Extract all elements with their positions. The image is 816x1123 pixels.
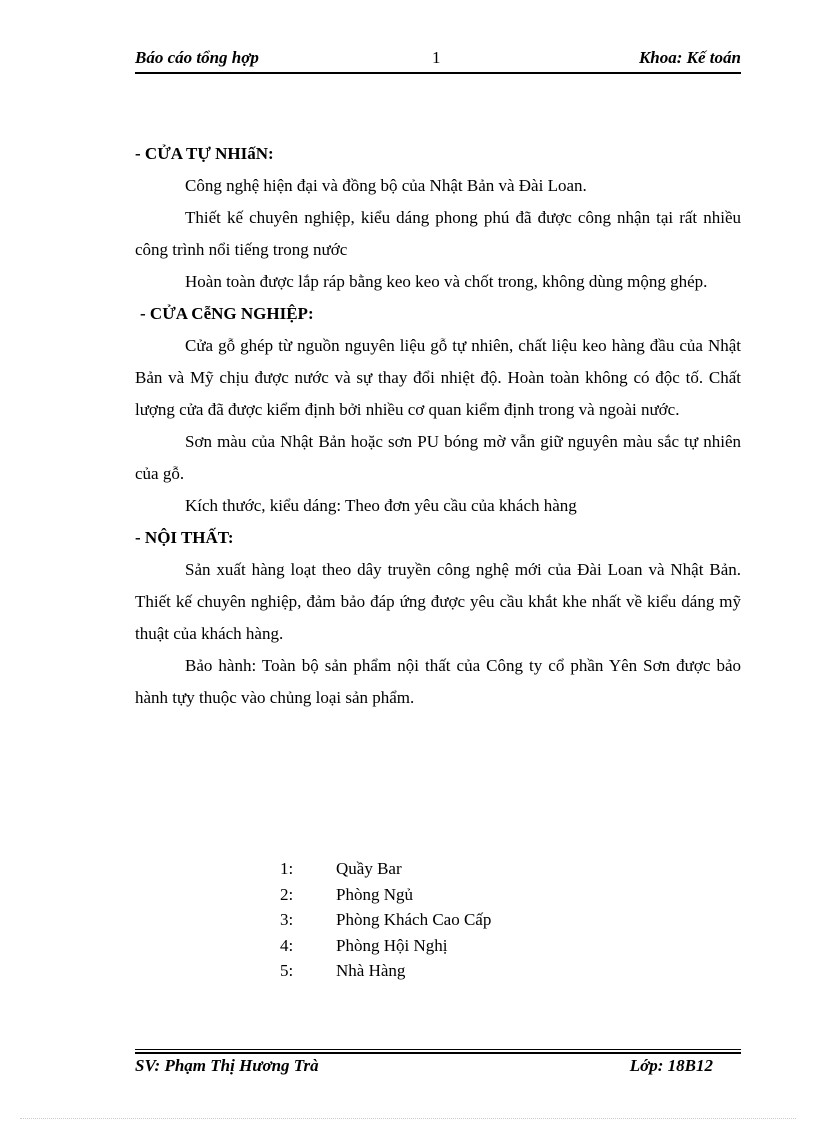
list-item-label: Phòng Hội Nghị — [336, 935, 448, 955]
list-item — [280, 882, 680, 908]
section-heading-industrial-doors: - CỬA CễNG NGHIỆP: — [140, 304, 314, 323]
paragraph: Sản xuất hàng loạt theo dây truyền công nghệ mới của Đài Loan và Nhật Bản. Thiết kế chuyên nghiệp, đảm bảo đáp ứng được yêu cầu khắt khe nhất về kiểu dáng mỹ thuật của khách hàng. — [135, 560, 741, 643]
header-report-title: Báo cáo tổng hợp — [135, 48, 259, 67]
page-header — [135, 48, 741, 72]
page-footer — [135, 1056, 741, 1080]
list-item-label: Phòng Khách Cao Cấp — [336, 910, 492, 929]
paragraph: Thiết kế chuyên nghiệp, kiểu dáng phong phú đã được công nhận tại rất nhiều công trình nổi tiếng trong nước — [135, 208, 741, 259]
footer-class: Lớp: 18B12 — [629, 1056, 713, 1075]
paragraph: Cửa gỗ ghép từ nguồn nguyên liệu gỗ tự nhiên, chất liệu keo hàng đầu của Nhật Bản và Mỹ chịu được nước và sự thay đổi nhiệt độ. Hoàn toàn không có độc tố. Chất lượng cửa đã được kiểm định bởi nhiều cơ quan kiểm định trong và ngoài nước. — [135, 336, 741, 419]
document-body — [135, 138, 741, 714]
section-heading-natural-doors: - CỬA TỰ NHIấN: — [135, 144, 274, 163]
paragraph: Bảo hành: Toàn bộ sản phẩm nội thất của Công ty cổ phần Yên Sơn được bảo hành tựy thuộc vào chủng loại sản phẩm. — [135, 656, 741, 707]
page-bottom-dotted-line — [20, 1118, 796, 1119]
list-item-label: Phòng Ngủ — [336, 884, 413, 904]
paragraph: Hoàn toàn được lắp ráp bằng keo keo và chốt trong, không dùng mộng ghép. — [185, 272, 708, 291]
list-item-label: Nhà Hàng — [336, 961, 406, 980]
header-divider — [135, 72, 741, 74]
header-department: Khoa: Kế toán — [638, 48, 741, 67]
list-item-label: Quầy Bar — [336, 859, 402, 878]
header-page-number: 1 — [432, 48, 441, 67]
room-type-list — [280, 856, 680, 984]
list-item-number: 4: — [280, 935, 294, 955]
footer-divider-thin — [135, 1049, 741, 1050]
footer-student-name: SV: Phạm Thị Hương Trà — [135, 1056, 319, 1075]
list-item-number: 1: — [280, 859, 294, 878]
footer-divider-thick — [135, 1052, 741, 1054]
list-item-number: 5: — [280, 961, 294, 980]
list-item — [280, 907, 680, 933]
list-item-number: 3: — [280, 910, 294, 929]
paragraph: Sơn màu của Nhật Bản hoặc sơn PU bóng mờ vẫn giữ nguyên màu sắc tự nhiên của gỗ. — [135, 432, 741, 483]
list-item — [280, 933, 680, 959]
list-item — [280, 958, 680, 984]
section-heading-interior: - NỘI THẤT: — [135, 528, 234, 547]
list-item — [280, 856, 680, 882]
list-item-number: 2: — [280, 884, 294, 904]
paragraph: Kích thước, kiểu dáng: Theo đơn yêu cầu của khách hàng — [185, 496, 577, 515]
paragraph: Công nghệ hiện đại và đồng bộ của Nhật Bản và Đài Loan. — [185, 176, 587, 195]
